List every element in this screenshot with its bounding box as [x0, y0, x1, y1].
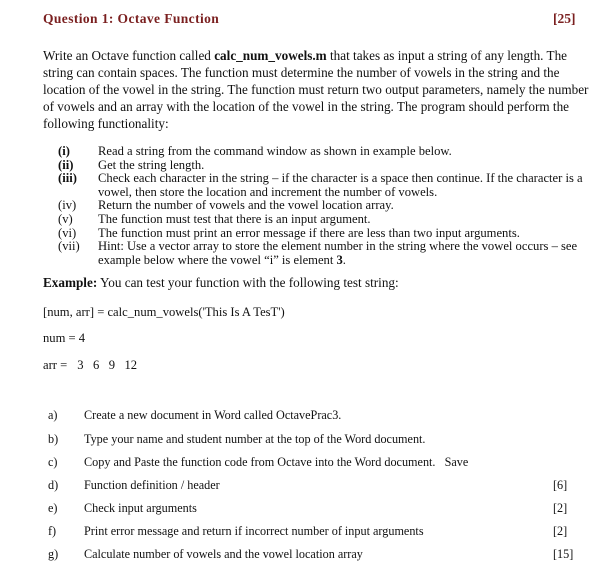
example-call: [num, arr] = calc_num_vowels('This Is A TesT') — [43, 305, 285, 319]
item-text: Get the string length. — [98, 157, 205, 172]
task-marks: [6] — [553, 478, 568, 492]
item-text — [98, 240, 588, 267]
example-intro — [43, 275, 399, 291]
task-text: Type your name and student number at the top of the Word document. — [84, 432, 426, 446]
task-label: c) — [48, 455, 58, 469]
task-label: a) — [48, 408, 58, 422]
example-arr-output — [43, 358, 137, 373]
example-text: You can test your function with the following test string: — [97, 275, 399, 290]
item-text: Read a string from the command window as shown in example below. — [98, 144, 452, 158]
task-marks: [2] — [553, 524, 568, 538]
item-number: (iii) — [58, 171, 77, 186]
item-text: The function must test that there is an input argument. — [98, 211, 371, 226]
item-number: (i) — [58, 144, 70, 158]
arr-label: arr = — [43, 358, 68, 372]
intro-text-before: Write an Octave function called — [43, 48, 215, 63]
functionality-item — [58, 172, 588, 199]
arr-values: 3 6 9 12 — [77, 358, 138, 372]
task-label: g) — [48, 547, 59, 561]
task-label: b) — [48, 432, 59, 446]
task-text: Print error message and return if incorrect number of input arguments — [84, 524, 424, 538]
item-text: The function must print an error message if there are less than two input arguments. — [98, 225, 520, 240]
task-label: f) — [48, 524, 57, 538]
task-text: Calculate number of vowels and the vowel location array — [84, 547, 363, 561]
question-title: Question 1: Octave Function — [43, 11, 220, 26]
functionality-item — [58, 213, 588, 227]
question-intro — [43, 47, 589, 132]
item-number: (vii) — [58, 239, 80, 254]
item-number: (iv) — [58, 198, 77, 213]
task-text: Create a new document in Word called OctavePrac3. — [84, 408, 342, 422]
functionality-item — [58, 145, 588, 159]
example-label: Example: — [43, 275, 98, 290]
intro-text-after: that takes as input a string of any length. The string can contain spaces. The function must determine the number of vowels in the string and the location of the vowel in the string. The function must return two output parameters, namely the number of vowels and an array with the location of the vowel in the string. The program should perform the following functionality: — [43, 48, 589, 131]
example-num-output: num = 4 — [43, 331, 86, 345]
task-text: Function definition / header — [84, 478, 220, 492]
task-label: e) — [48, 501, 58, 515]
item-number: (v) — [58, 211, 73, 226]
task-text: Check input arguments — [84, 501, 197, 515]
item-text: Return the number of vowels and the vowel location array. — [98, 198, 394, 213]
functionality-item — [58, 240, 588, 267]
question-marks: [25] — [553, 11, 576, 26]
functionality-item — [58, 227, 588, 241]
item-number: (vi) — [58, 225, 77, 240]
hint-element-number: 3 — [336, 252, 343, 267]
item-number: (ii) — [58, 157, 74, 172]
hint-text-after: . — [342, 252, 346, 267]
item-text: Check each character in the string – if the character is a space then continue. If the character is a vowel, then store the location and increment the number of vowels. — [98, 171, 583, 199]
functionality-item — [58, 159, 588, 173]
functionality-item — [58, 199, 588, 213]
function-filename: calc_num_vowels.m — [214, 48, 327, 63]
task-marks: [2] — [553, 501, 568, 515]
task-marks: [15] — [553, 547, 574, 561]
hint-text-before: Hint: Use a vector array to store the element number in the string where the vowel occurs – see example below where the vowel “i” is element — [98, 239, 578, 267]
task-text: Copy and Paste the function code from Octave into the Word document. Save — [84, 455, 469, 469]
functionality-list — [58, 145, 588, 267]
task-label: d) — [48, 478, 59, 492]
